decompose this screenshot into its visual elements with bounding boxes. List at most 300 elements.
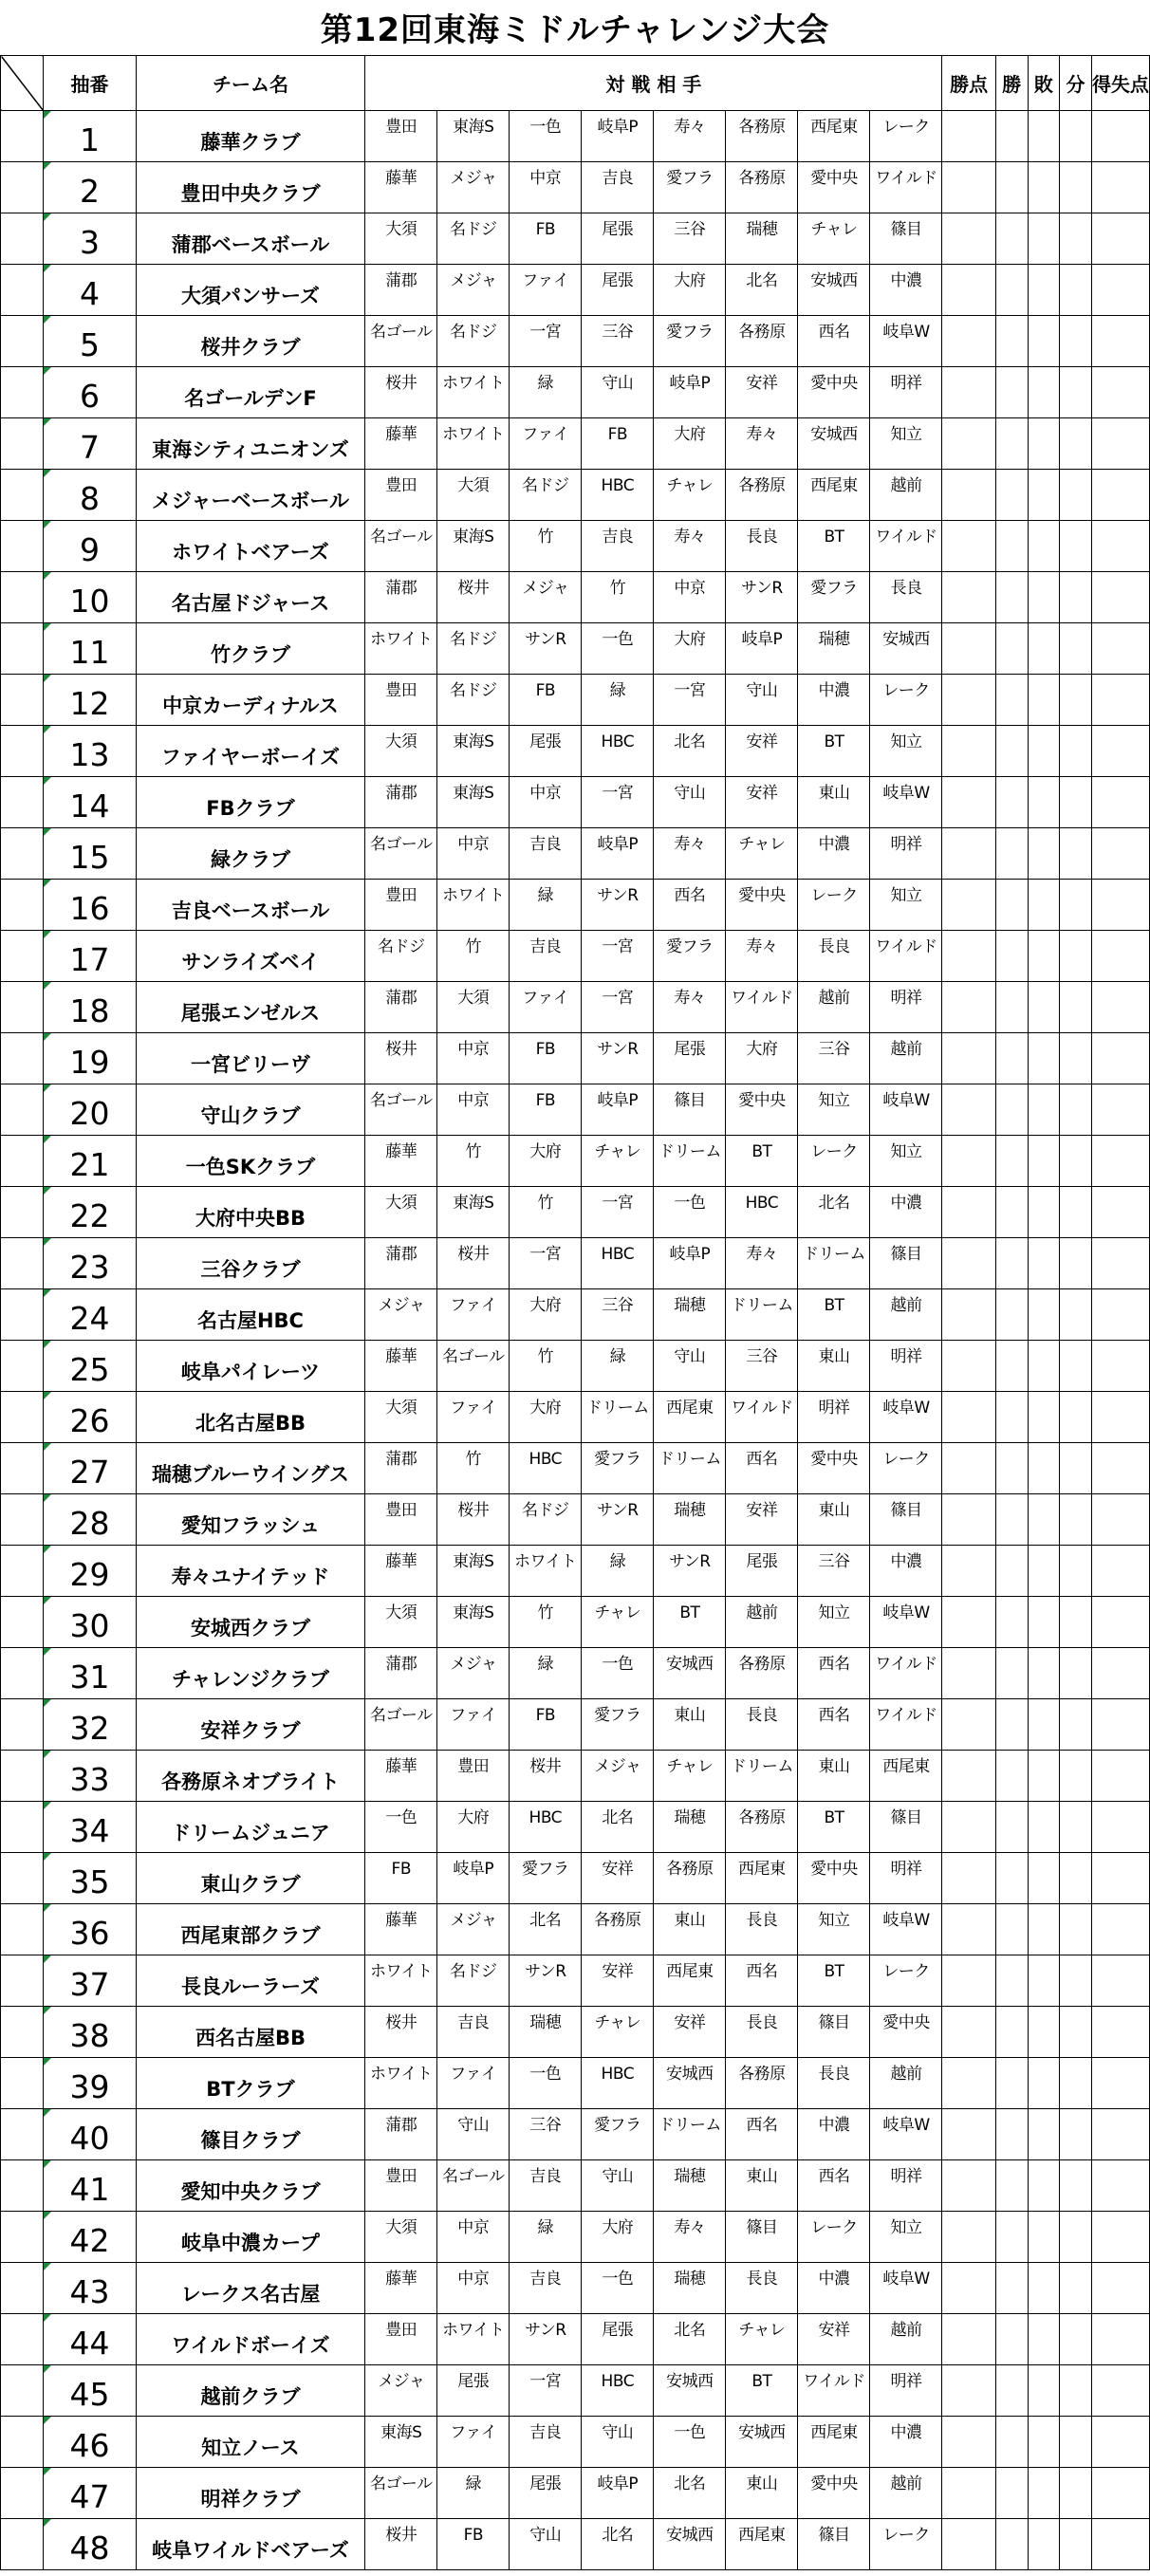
opponent-cell[interactable]: 尾張 bbox=[582, 2314, 654, 2365]
draws-cell[interactable] bbox=[1060, 982, 1092, 1033]
opponent-cell[interactable]: 瑞穂 bbox=[726, 213, 798, 265]
opponent-cell[interactable]: 岐阜P bbox=[726, 623, 798, 675]
draw-number[interactable]: 34 bbox=[44, 1802, 136, 1853]
opponent-cell[interactable]: 東海S bbox=[437, 521, 510, 572]
wins-cell[interactable] bbox=[995, 2212, 1028, 2263]
opponent-cell[interactable]: 安祥 bbox=[582, 1955, 654, 2007]
team-name[interactable]: 一宮ビリーヴ bbox=[136, 1033, 365, 1084]
goal-difference-cell[interactable] bbox=[1091, 111, 1149, 162]
opponent-cell[interactable]: 知立 bbox=[870, 2212, 942, 2263]
opponent-cell[interactable]: 名ゴール bbox=[365, 521, 437, 572]
draw-number[interactable]: 48 bbox=[44, 2519, 136, 2570]
opponent-cell[interactable]: 各務原 bbox=[726, 162, 798, 213]
opponent-cell[interactable]: 中濃 bbox=[870, 265, 942, 316]
goal-difference-cell[interactable] bbox=[1091, 2160, 1149, 2212]
opponent-cell[interactable]: 名ゴール bbox=[365, 828, 437, 880]
opponent-cell[interactable]: 岐阜P bbox=[582, 828, 654, 880]
opponent-cell[interactable]: メジャ bbox=[582, 1751, 654, 1802]
points-cell[interactable] bbox=[942, 213, 995, 265]
opponent-cell[interactable]: ドリーム bbox=[582, 1392, 654, 1443]
losses-cell[interactable] bbox=[1028, 777, 1060, 828]
wins-cell[interactable] bbox=[995, 521, 1028, 572]
goal-difference-cell[interactable] bbox=[1091, 1546, 1149, 1597]
opponent-cell[interactable]: 長良 bbox=[798, 931, 870, 982]
opponent-cell[interactable]: 吉良 bbox=[510, 931, 582, 982]
opponent-cell[interactable]: ワイルド bbox=[726, 1392, 798, 1443]
team-name[interactable]: 一色SKクラブ bbox=[136, 1136, 365, 1187]
opponent-cell[interactable]: ホワイト bbox=[365, 623, 437, 675]
wins-cell[interactable] bbox=[995, 931, 1028, 982]
draw-number[interactable]: 3 bbox=[44, 213, 136, 265]
opponent-cell[interactable]: 安祥 bbox=[726, 726, 798, 777]
wins-cell[interactable] bbox=[995, 2365, 1028, 2417]
opponent-cell[interactable]: ドリーム bbox=[654, 1443, 726, 1494]
opponent-cell[interactable]: チャレ bbox=[654, 1751, 726, 1802]
goal-difference-cell[interactable] bbox=[1091, 521, 1149, 572]
losses-cell[interactable] bbox=[1028, 2058, 1060, 2109]
opponent-cell[interactable]: 西尾東 bbox=[798, 470, 870, 521]
losses-cell[interactable] bbox=[1028, 726, 1060, 777]
opponent-cell[interactable]: 知立 bbox=[870, 880, 942, 931]
losses-cell[interactable] bbox=[1028, 1289, 1060, 1341]
opponent-cell[interactable]: 西尾東 bbox=[726, 1853, 798, 1904]
draws-cell[interactable] bbox=[1060, 2417, 1092, 2468]
losses-cell[interactable] bbox=[1028, 1546, 1060, 1597]
opponent-cell[interactable]: 愛中央 bbox=[798, 2468, 870, 2519]
team-name[interactable]: 中京カーディナルス bbox=[136, 675, 365, 726]
losses-cell[interactable] bbox=[1028, 2109, 1060, 2160]
wins-cell[interactable] bbox=[995, 1546, 1028, 1597]
opponent-cell[interactable]: 中京 bbox=[437, 2263, 510, 2314]
wins-cell[interactable] bbox=[995, 2417, 1028, 2468]
draw-number[interactable]: 22 bbox=[44, 1187, 136, 1238]
draws-cell[interactable] bbox=[1060, 2519, 1092, 2570]
opponent-cell[interactable]: 愛フラ bbox=[582, 1699, 654, 1751]
opponent-cell[interactable]: 大須 bbox=[365, 2212, 437, 2263]
opponent-cell[interactable]: 愛フラ bbox=[654, 316, 726, 367]
opponent-cell[interactable]: 西名 bbox=[726, 1443, 798, 1494]
goal-difference-cell[interactable] bbox=[1091, 880, 1149, 931]
opponent-cell[interactable]: ホワイト bbox=[437, 2314, 510, 2365]
wins-cell[interactable] bbox=[995, 1443, 1028, 1494]
opponent-cell[interactable]: 一宮 bbox=[582, 931, 654, 982]
draw-number[interactable]: 23 bbox=[44, 1238, 136, 1289]
opponent-cell[interactable]: 大府 bbox=[510, 1136, 582, 1187]
team-name[interactable]: 守山クラブ bbox=[136, 1084, 365, 1136]
opponent-cell[interactable]: HBC bbox=[726, 1187, 798, 1238]
draws-cell[interactable] bbox=[1060, 418, 1092, 470]
opponent-cell[interactable]: 知立 bbox=[870, 1136, 942, 1187]
opponent-cell[interactable]: 蒲郡 bbox=[365, 1443, 437, 1494]
opponent-cell[interactable]: 長良 bbox=[726, 1699, 798, 1751]
points-cell[interactable] bbox=[942, 675, 995, 726]
opponent-cell[interactable]: サンR bbox=[582, 1033, 654, 1084]
opponent-cell[interactable]: サンR bbox=[726, 572, 798, 623]
opponent-cell[interactable]: 愛中央 bbox=[726, 1084, 798, 1136]
opponent-cell[interactable]: 尾張 bbox=[510, 726, 582, 777]
opponent-cell[interactable]: 安城西 bbox=[654, 2058, 726, 2109]
opponent-cell[interactable]: 竹 bbox=[437, 1136, 510, 1187]
opponent-cell[interactable]: サンR bbox=[510, 623, 582, 675]
opponent-cell[interactable]: 瑞穂 bbox=[654, 1494, 726, 1546]
draws-cell[interactable] bbox=[1060, 2058, 1092, 2109]
opponent-cell[interactable]: 西尾東 bbox=[870, 1751, 942, 1802]
opponent-cell[interactable]: 岐阜W bbox=[870, 1904, 942, 1955]
draws-cell[interactable] bbox=[1060, 2468, 1092, 2519]
opponent-cell[interactable]: 中京 bbox=[437, 2212, 510, 2263]
wins-cell[interactable] bbox=[995, 1084, 1028, 1136]
opponent-cell[interactable]: 西尾東 bbox=[654, 1392, 726, 1443]
points-cell[interactable] bbox=[942, 1648, 995, 1699]
opponent-cell[interactable]: 東海S bbox=[437, 777, 510, 828]
opponent-cell[interactable]: 一宮 bbox=[582, 777, 654, 828]
opponent-cell[interactable]: 一色 bbox=[582, 1648, 654, 1699]
draw-number[interactable]: 27 bbox=[44, 1443, 136, 1494]
opponent-cell[interactable]: 藤華 bbox=[365, 1341, 437, 1392]
team-name[interactable]: 藤華クラブ bbox=[136, 111, 365, 162]
opponent-cell[interactable]: 瑞穂 bbox=[654, 1802, 726, 1853]
points-cell[interactable] bbox=[942, 162, 995, 213]
points-cell[interactable] bbox=[942, 572, 995, 623]
opponent-cell[interactable]: 北名 bbox=[798, 1187, 870, 1238]
wins-cell[interactable] bbox=[995, 1802, 1028, 1853]
opponent-cell[interactable]: 尾張 bbox=[654, 1033, 726, 1084]
opponent-cell[interactable]: 篠目 bbox=[726, 2212, 798, 2263]
opponent-cell[interactable]: ホワイト bbox=[365, 1955, 437, 2007]
draw-number[interactable]: 24 bbox=[44, 1289, 136, 1341]
opponent-cell[interactable]: 桜井 bbox=[437, 572, 510, 623]
opponent-cell[interactable]: 明祥 bbox=[798, 1392, 870, 1443]
opponent-cell[interactable]: 大府 bbox=[726, 1033, 798, 1084]
opponent-cell[interactable]: チャレ bbox=[726, 2314, 798, 2365]
wins-cell[interactable] bbox=[995, 316, 1028, 367]
opponent-cell[interactable]: 寿々 bbox=[726, 418, 798, 470]
opponent-cell[interactable]: 東山 bbox=[798, 1751, 870, 1802]
goal-difference-cell[interactable] bbox=[1091, 2058, 1149, 2109]
opponent-cell[interactable]: 西尾東 bbox=[726, 2519, 798, 2570]
opponent-cell[interactable]: 守山 bbox=[654, 777, 726, 828]
opponent-cell[interactable]: BT bbox=[798, 521, 870, 572]
wins-cell[interactable] bbox=[995, 2314, 1028, 2365]
opponent-cell[interactable]: チャレ bbox=[582, 1136, 654, 1187]
opponent-cell[interactable]: 長良 bbox=[798, 2058, 870, 2109]
team-name[interactable]: BTクラブ bbox=[136, 2058, 365, 2109]
opponent-cell[interactable]: 藤華 bbox=[365, 2263, 437, 2314]
points-cell[interactable] bbox=[942, 1443, 995, 1494]
draw-number[interactable]: 36 bbox=[44, 1904, 136, 1955]
opponent-cell[interactable]: チャレ bbox=[582, 2007, 654, 2058]
goal-difference-cell[interactable] bbox=[1091, 162, 1149, 213]
draw-number[interactable]: 29 bbox=[44, 1546, 136, 1597]
draws-cell[interactable] bbox=[1060, 880, 1092, 931]
opponent-cell[interactable]: 大須 bbox=[365, 726, 437, 777]
points-cell[interactable] bbox=[942, 2263, 995, 2314]
team-name[interactable]: 西尾東部クラブ bbox=[136, 1904, 365, 1955]
opponent-cell[interactable]: BT bbox=[726, 2365, 798, 2417]
opponent-cell[interactable]: 長良 bbox=[726, 521, 798, 572]
goal-difference-cell[interactable] bbox=[1091, 213, 1149, 265]
opponent-cell[interactable]: ファイ bbox=[437, 2058, 510, 2109]
losses-cell[interactable] bbox=[1028, 572, 1060, 623]
opponent-cell[interactable]: 東海S bbox=[437, 1597, 510, 1648]
opponent-cell[interactable]: 愛中央 bbox=[798, 367, 870, 418]
opponent-cell[interactable]: 桜井 bbox=[365, 2007, 437, 2058]
opponent-cell[interactable]: 緑 bbox=[582, 1546, 654, 1597]
opponent-cell[interactable]: 岐阜W bbox=[870, 1597, 942, 1648]
opponent-cell[interactable]: 中京 bbox=[437, 1084, 510, 1136]
team-name[interactable]: 北名古屋BB bbox=[136, 1392, 365, 1443]
team-name[interactable]: サンライズベイ bbox=[136, 931, 365, 982]
opponent-cell[interactable]: 大須 bbox=[437, 470, 510, 521]
opponent-cell[interactable]: 西尾東 bbox=[654, 1955, 726, 2007]
opponent-cell[interactable]: 大府 bbox=[437, 1802, 510, 1853]
opponent-cell[interactable]: 尾張 bbox=[582, 265, 654, 316]
opponent-cell[interactable]: 大須 bbox=[365, 1597, 437, 1648]
opponent-cell[interactable]: 蒲郡 bbox=[365, 2109, 437, 2160]
draws-cell[interactable] bbox=[1060, 1084, 1092, 1136]
opponent-cell[interactable]: 岐阜W bbox=[870, 316, 942, 367]
opponent-cell[interactable]: 安城西 bbox=[798, 418, 870, 470]
opponent-cell[interactable]: 大須 bbox=[365, 1187, 437, 1238]
opponent-cell[interactable]: 安祥 bbox=[726, 777, 798, 828]
opponent-cell[interactable]: 竹 bbox=[510, 1187, 582, 1238]
wins-cell[interactable] bbox=[995, 1289, 1028, 1341]
opponent-cell[interactable]: 各務原 bbox=[726, 470, 798, 521]
draws-cell[interactable] bbox=[1060, 2365, 1092, 2417]
opponent-cell[interactable]: 豊田 bbox=[365, 470, 437, 521]
opponent-cell[interactable]: メジャ bbox=[437, 1648, 510, 1699]
opponent-cell[interactable]: 知立 bbox=[798, 1597, 870, 1648]
points-cell[interactable] bbox=[942, 265, 995, 316]
losses-cell[interactable] bbox=[1028, 2212, 1060, 2263]
opponent-cell[interactable]: FB bbox=[510, 1699, 582, 1751]
opponent-cell[interactable]: 吉良 bbox=[510, 828, 582, 880]
wins-cell[interactable] bbox=[995, 1699, 1028, 1751]
points-cell[interactable] bbox=[942, 1238, 995, 1289]
opponent-cell[interactable]: 中濃 bbox=[798, 828, 870, 880]
wins-cell[interactable] bbox=[995, 2160, 1028, 2212]
losses-cell[interactable] bbox=[1028, 316, 1060, 367]
opponent-cell[interactable]: 守山 bbox=[582, 2417, 654, 2468]
opponent-cell[interactable]: 西名 bbox=[798, 2160, 870, 2212]
opponent-cell[interactable]: サンR bbox=[510, 2314, 582, 2365]
opponent-cell[interactable]: ファイ bbox=[437, 1699, 510, 1751]
opponent-cell[interactable]: 篠目 bbox=[870, 1802, 942, 1853]
opponent-cell[interactable]: 大府 bbox=[654, 623, 726, 675]
draws-cell[interactable] bbox=[1060, 2160, 1092, 2212]
opponent-cell[interactable]: 明祥 bbox=[870, 828, 942, 880]
wins-cell[interactable] bbox=[995, 572, 1028, 623]
wins-cell[interactable] bbox=[995, 1597, 1028, 1648]
draw-number[interactable]: 9 bbox=[44, 521, 136, 572]
team-name[interactable]: 名古屋ドジャース bbox=[136, 572, 365, 623]
wins-cell[interactable] bbox=[995, 1904, 1028, 1955]
points-cell[interactable] bbox=[942, 1802, 995, 1853]
opponent-cell[interactable]: 岐阜P bbox=[437, 1853, 510, 1904]
opponent-cell[interactable]: BT bbox=[798, 726, 870, 777]
opponent-cell[interactable]: 三谷 bbox=[582, 1289, 654, 1341]
draws-cell[interactable] bbox=[1060, 572, 1092, 623]
opponent-cell[interactable]: HBC bbox=[510, 1443, 582, 1494]
opponent-cell[interactable]: 篠目 bbox=[870, 213, 942, 265]
draws-cell[interactable] bbox=[1060, 1751, 1092, 1802]
opponent-cell[interactable]: 名ゴール bbox=[437, 1341, 510, 1392]
opponent-cell[interactable]: 各務原 bbox=[726, 2058, 798, 2109]
opponent-cell[interactable]: 一色 bbox=[654, 1187, 726, 1238]
opponent-cell[interactable]: 岐阜P bbox=[582, 111, 654, 162]
team-name[interactable]: 寿々ユナイテッド bbox=[136, 1546, 365, 1597]
opponent-cell[interactable]: ワイルド bbox=[870, 931, 942, 982]
team-name[interactable]: 大府中央BB bbox=[136, 1187, 365, 1238]
opponent-cell[interactable]: 愛中央 bbox=[798, 162, 870, 213]
opponent-cell[interactable]: 寿々 bbox=[654, 521, 726, 572]
goal-difference-cell[interactable] bbox=[1091, 2007, 1149, 2058]
points-cell[interactable] bbox=[942, 2365, 995, 2417]
opponent-cell[interactable]: 一宮 bbox=[510, 1238, 582, 1289]
team-name[interactable]: 岐阜中濃カープ bbox=[136, 2212, 365, 2263]
opponent-cell[interactable]: 東海S bbox=[437, 1546, 510, 1597]
opponent-cell[interactable]: 瑞穂 bbox=[654, 1289, 726, 1341]
opponent-cell[interactable]: 知立 bbox=[870, 726, 942, 777]
goal-difference-cell[interactable] bbox=[1091, 2314, 1149, 2365]
opponent-cell[interactable]: 寿々 bbox=[654, 828, 726, 880]
losses-cell[interactable] bbox=[1028, 1443, 1060, 1494]
opponent-cell[interactable]: 知立 bbox=[798, 1904, 870, 1955]
opponent-cell[interactable]: 各務原 bbox=[654, 1853, 726, 1904]
losses-cell[interactable] bbox=[1028, 265, 1060, 316]
opponent-cell[interactable]: 名ゴール bbox=[365, 1084, 437, 1136]
opponent-cell[interactable]: 安城西 bbox=[726, 2417, 798, 2468]
opponent-cell[interactable]: 愛中央 bbox=[798, 1443, 870, 1494]
draw-number[interactable]: 15 bbox=[44, 828, 136, 880]
opponent-cell[interactable]: 中京 bbox=[437, 1033, 510, 1084]
opponent-cell[interactable]: ドリーム bbox=[726, 1289, 798, 1341]
opponent-cell[interactable]: レーク bbox=[870, 675, 942, 726]
opponent-cell[interactable]: 安祥 bbox=[726, 367, 798, 418]
draws-cell[interactable] bbox=[1060, 623, 1092, 675]
opponent-cell[interactable]: 北名 bbox=[582, 1802, 654, 1853]
opponent-cell[interactable]: 寿々 bbox=[654, 982, 726, 1033]
losses-cell[interactable] bbox=[1028, 1341, 1060, 1392]
goal-difference-cell[interactable] bbox=[1091, 316, 1149, 367]
opponent-cell[interactable]: 岐阜W bbox=[870, 2109, 942, 2160]
team-name[interactable]: 吉良ベースボール bbox=[136, 880, 365, 931]
opponent-cell[interactable]: ファイ bbox=[437, 1392, 510, 1443]
opponent-cell[interactable]: 三谷 bbox=[654, 213, 726, 265]
losses-cell[interactable] bbox=[1028, 2263, 1060, 2314]
opponent-cell[interactable]: 大府 bbox=[654, 265, 726, 316]
draw-number[interactable]: 47 bbox=[44, 2468, 136, 2519]
wins-cell[interactable] bbox=[995, 1136, 1028, 1187]
opponent-cell[interactable]: FB bbox=[365, 1853, 437, 1904]
opponent-cell[interactable]: 桜井 bbox=[365, 2519, 437, 2570]
losses-cell[interactable] bbox=[1028, 623, 1060, 675]
opponent-cell[interactable]: 藤華 bbox=[365, 1136, 437, 1187]
opponent-cell[interactable]: 西名 bbox=[726, 2109, 798, 2160]
points-cell[interactable] bbox=[942, 1187, 995, 1238]
opponent-cell[interactable]: 三谷 bbox=[510, 2109, 582, 2160]
opponent-cell[interactable]: HBC bbox=[582, 726, 654, 777]
points-cell[interactable] bbox=[942, 1289, 995, 1341]
draw-number[interactable]: 38 bbox=[44, 2007, 136, 2058]
draws-cell[interactable] bbox=[1060, 1136, 1092, 1187]
opponent-cell[interactable]: 越前 bbox=[870, 2314, 942, 2365]
draw-number[interactable]: 5 bbox=[44, 316, 136, 367]
opponent-cell[interactable]: 竹 bbox=[437, 1443, 510, 1494]
opponent-cell[interactable]: HBC bbox=[582, 470, 654, 521]
opponent-cell[interactable]: 寿々 bbox=[726, 931, 798, 982]
opponent-cell[interactable]: 緑 bbox=[437, 2468, 510, 2519]
goal-difference-cell[interactable] bbox=[1091, 367, 1149, 418]
goal-difference-cell[interactable] bbox=[1091, 675, 1149, 726]
opponent-cell[interactable]: 名ゴール bbox=[365, 316, 437, 367]
wins-cell[interactable] bbox=[995, 1853, 1028, 1904]
opponent-cell[interactable]: 安祥 bbox=[798, 2314, 870, 2365]
team-name[interactable]: 明祥クラブ bbox=[136, 2468, 365, 2519]
opponent-cell[interactable]: 瑞穂 bbox=[654, 2160, 726, 2212]
goal-difference-cell[interactable] bbox=[1091, 726, 1149, 777]
opponent-cell[interactable]: 中京 bbox=[510, 777, 582, 828]
draw-number[interactable]: 37 bbox=[44, 1955, 136, 2007]
opponent-cell[interactable]: 長良 bbox=[726, 2007, 798, 2058]
wins-cell[interactable] bbox=[995, 2058, 1028, 2109]
wins-cell[interactable] bbox=[995, 726, 1028, 777]
points-cell[interactable] bbox=[942, 623, 995, 675]
opponent-cell[interactable]: 竹 bbox=[510, 1597, 582, 1648]
opponent-cell[interactable]: 豊田 bbox=[437, 1751, 510, 1802]
team-name[interactable]: 安祥クラブ bbox=[136, 1699, 365, 1751]
opponent-cell[interactable]: 中濃 bbox=[798, 675, 870, 726]
points-cell[interactable] bbox=[942, 2519, 995, 2570]
losses-cell[interactable] bbox=[1028, 1187, 1060, 1238]
opponent-cell[interactable]: ドリーム bbox=[798, 1238, 870, 1289]
draw-number[interactable]: 4 bbox=[44, 265, 136, 316]
points-cell[interactable] bbox=[942, 2007, 995, 2058]
points-cell[interactable] bbox=[942, 470, 995, 521]
draws-cell[interactable] bbox=[1060, 1289, 1092, 1341]
opponent-cell[interactable]: 篠目 bbox=[870, 1494, 942, 1546]
opponent-cell[interactable]: 安祥 bbox=[582, 1853, 654, 1904]
opponent-cell[interactable]: 守山 bbox=[582, 367, 654, 418]
points-cell[interactable] bbox=[942, 2314, 995, 2365]
opponent-cell[interactable]: 岐阜P bbox=[654, 367, 726, 418]
team-name[interactable]: 竹クラブ bbox=[136, 623, 365, 675]
draws-cell[interactable] bbox=[1060, 1392, 1092, 1443]
team-name[interactable]: ドリームジュニア bbox=[136, 1802, 365, 1853]
opponent-cell[interactable]: 東海S bbox=[437, 1187, 510, 1238]
opponent-cell[interactable]: 東海S bbox=[365, 2417, 437, 2468]
draws-cell[interactable] bbox=[1060, 726, 1092, 777]
opponent-cell[interactable]: 守山 bbox=[510, 2519, 582, 2570]
opponent-cell[interactable]: 名ドジ bbox=[437, 316, 510, 367]
draw-number[interactable]: 11 bbox=[44, 623, 136, 675]
opponent-cell[interactable]: 北名 bbox=[654, 726, 726, 777]
opponent-cell[interactable]: 安城西 bbox=[654, 1648, 726, 1699]
points-cell[interactable] bbox=[942, 367, 995, 418]
opponent-cell[interactable]: 愛フラ bbox=[582, 1443, 654, 1494]
opponent-cell[interactable]: サンR bbox=[510, 1955, 582, 2007]
opponent-cell[interactable]: 守山 bbox=[582, 2160, 654, 2212]
opponent-cell[interactable]: 西名 bbox=[798, 1699, 870, 1751]
draw-number[interactable]: 14 bbox=[44, 777, 136, 828]
goal-difference-cell[interactable] bbox=[1091, 2109, 1149, 2160]
opponent-cell[interactable]: 一宮 bbox=[510, 316, 582, 367]
draw-number[interactable]: 12 bbox=[44, 675, 136, 726]
goal-difference-cell[interactable] bbox=[1091, 2263, 1149, 2314]
team-name[interactable]: 東山クラブ bbox=[136, 1853, 365, 1904]
opponent-cell[interactable]: レーク bbox=[798, 880, 870, 931]
opponent-cell[interactable]: 越前 bbox=[870, 2058, 942, 2109]
